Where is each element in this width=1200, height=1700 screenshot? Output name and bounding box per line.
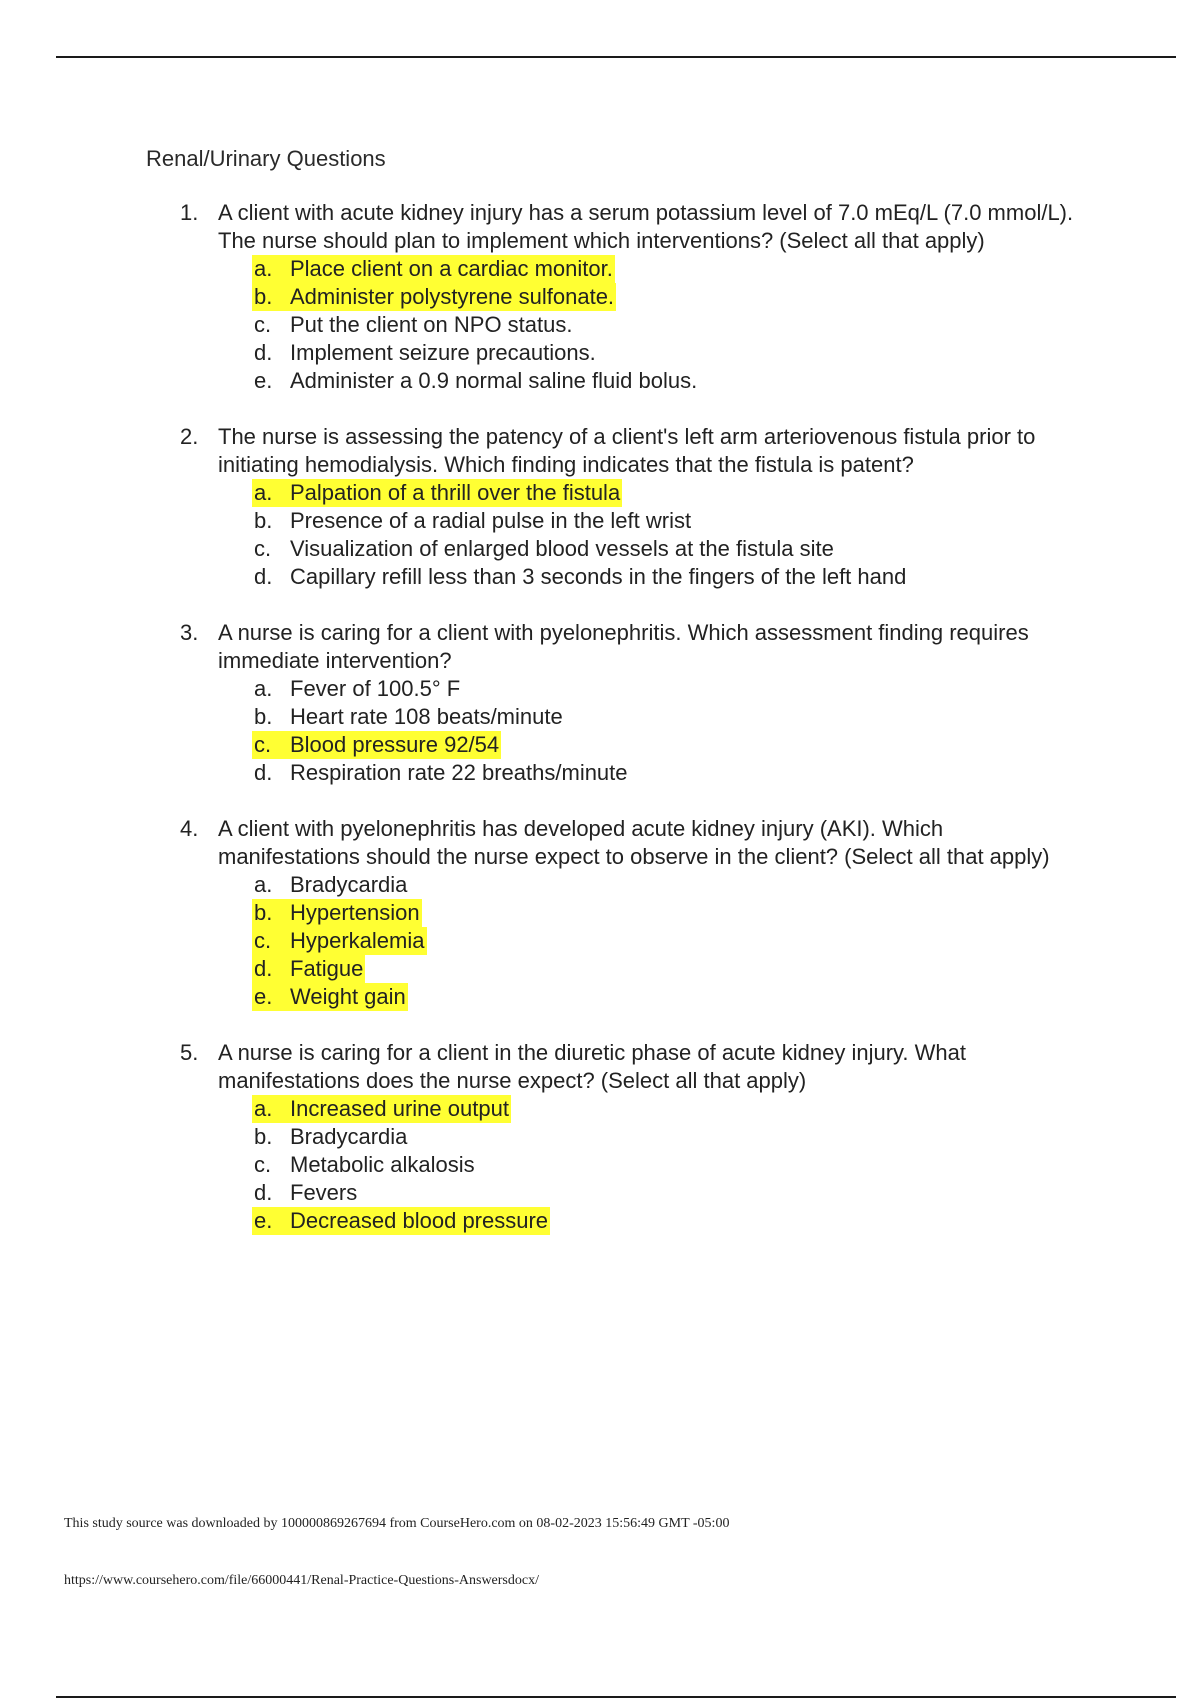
option-text: Bradycardia <box>290 1124 408 1149</box>
option-letter: b. <box>254 900 273 925</box>
option-letter: d. <box>254 760 273 785</box>
option-text: Blood pressure 92/54 <box>290 732 500 757</box>
option-item <box>252 871 1080 899</box>
option-item <box>252 535 1080 563</box>
option-text: Weight gain <box>290 984 406 1009</box>
option-item <box>252 1151 1080 1179</box>
option-text: Fevers <box>290 1180 358 1205</box>
option-item <box>252 1179 1080 1207</box>
bottom-rule <box>56 1696 1176 1698</box>
option-text: Hyperkalemia <box>290 928 425 953</box>
option-letter: e. <box>254 984 273 1009</box>
option-text: Bradycardia <box>290 872 408 897</box>
option-list <box>252 255 1080 395</box>
option-letter: c. <box>254 928 272 953</box>
option-item <box>252 339 1080 367</box>
option-text: Fever of 100.5° F <box>290 676 461 701</box>
question-text: A client with acute kidney injury has a serum potassium level of 7.0 mEq/L (7.0 mmol/L). The nurse should plan to implement which interventions? (Select all that apply) <box>218 200 1074 253</box>
option-letter: d. <box>254 564 273 589</box>
option-letter: a. <box>254 1096 273 1121</box>
option-letter: b. <box>254 284 273 309</box>
question-number: 1. <box>180 200 199 225</box>
option-text: Metabolic alkalosis <box>290 1152 475 1177</box>
option-letter: c. <box>254 732 272 757</box>
option-item <box>252 1095 1080 1123</box>
question-2 <box>180 423 1080 591</box>
option-letter: d. <box>254 340 273 365</box>
question-text: A nurse is caring for a client with pyelonephritis. Which assessment finding requires immediate intervention? <box>218 620 1029 673</box>
option-item <box>252 955 1080 983</box>
option-text: Put the client on NPO status. <box>290 312 573 337</box>
option-letter: e. <box>254 1208 273 1233</box>
option-list <box>252 479 1080 591</box>
question-text: The nurse is assessing the patency of a client's left arm arteriovenous fistula prior to initiating hemodialysis. Which finding indicates that the fistula is patent? <box>218 424 1036 477</box>
document-title: Renal/Urinary Questions <box>146 146 386 171</box>
option-item <box>252 563 1080 591</box>
option-letter: c. <box>254 536 272 561</box>
option-text: Palpation of a thrill over the fistula <box>290 480 621 505</box>
question-1 <box>180 199 1080 395</box>
option-text: Increased urine output <box>290 1096 509 1121</box>
option-item <box>252 675 1080 703</box>
option-item <box>252 479 1080 507</box>
option-item <box>252 731 1080 759</box>
option-letter: a. <box>254 676 273 701</box>
question-number: 4. <box>180 816 199 841</box>
option-text: Capillary refill less than 3 seconds in the fingers of the left hand <box>290 564 907 589</box>
option-letter: e. <box>254 368 273 393</box>
option-letter: b. <box>254 1124 273 1149</box>
option-list <box>252 871 1080 1011</box>
question-4 <box>180 815 1080 1011</box>
option-letter: a. <box>254 872 273 897</box>
option-item <box>252 703 1080 731</box>
option-list <box>252 1095 1080 1235</box>
option-item <box>252 899 1080 927</box>
question-number: 3. <box>180 620 199 645</box>
option-letter: c. <box>254 1152 272 1177</box>
question-5 <box>180 1039 1080 1235</box>
option-text: Hypertension <box>290 900 420 925</box>
download-source-notice: This study source was downloaded by 100000869267694 from CourseHero.com on 08-02-2023 15:56:49 GMT -05:00 <box>64 1516 730 1531</box>
question-text: A client with pyelonephritis has developed acute kidney injury (AKI). Which manifestations should the nurse expect to observe in the client? (Select all that apply) <box>218 816 1050 869</box>
option-text: Implement seizure precautions. <box>290 340 596 365</box>
option-letter: c. <box>254 312 272 337</box>
option-text: Respiration rate 22 breaths/minute <box>290 760 628 785</box>
option-text: Heart rate 108 beats/minute <box>290 704 563 729</box>
option-letter: d. <box>254 1180 273 1205</box>
option-item <box>252 283 1080 311</box>
option-letter: b. <box>254 704 273 729</box>
source-url-link[interactable]: https://www.coursehero.com/file/66000441/Renal-Practice-Questions-Answersdocx/ <box>64 1573 539 1588</box>
option-text: Place client on a cardiac monitor. <box>290 256 613 281</box>
option-item <box>252 1123 1080 1151</box>
question-text: A nurse is caring for a client in the diuretic phase of acute kidney injury. What manifestations does the nurse expect? (Select all that apply) <box>218 1040 966 1093</box>
option-letter: d. <box>254 956 273 981</box>
option-item <box>252 255 1080 283</box>
question-list <box>180 199 1080 1263</box>
option-letter: a. <box>254 256 273 281</box>
option-item <box>252 507 1080 535</box>
option-text: Visualization of enlarged blood vessels at the fistula site <box>290 536 834 561</box>
option-item <box>252 367 1080 395</box>
top-rule <box>56 56 1176 58</box>
option-item <box>252 759 1080 787</box>
question-3 <box>180 619 1080 787</box>
question-number: 5. <box>180 1040 199 1065</box>
option-item <box>252 1207 1080 1235</box>
option-list <box>252 675 1080 787</box>
option-letter: b. <box>254 508 273 533</box>
option-item <box>252 311 1080 339</box>
question-number: 2. <box>180 424 199 449</box>
option-text: Presence of a radial pulse in the left wrist <box>290 508 692 533</box>
option-letter: a. <box>254 480 273 505</box>
option-item <box>252 983 1080 1011</box>
option-item <box>252 927 1080 955</box>
option-text: Fatigue <box>290 956 364 981</box>
option-text: Administer polystyrene sulfonate. <box>290 284 615 309</box>
option-text: Decreased blood pressure <box>290 1208 549 1233</box>
option-text: Administer a 0.9 normal saline fluid bolus. <box>290 368 698 393</box>
